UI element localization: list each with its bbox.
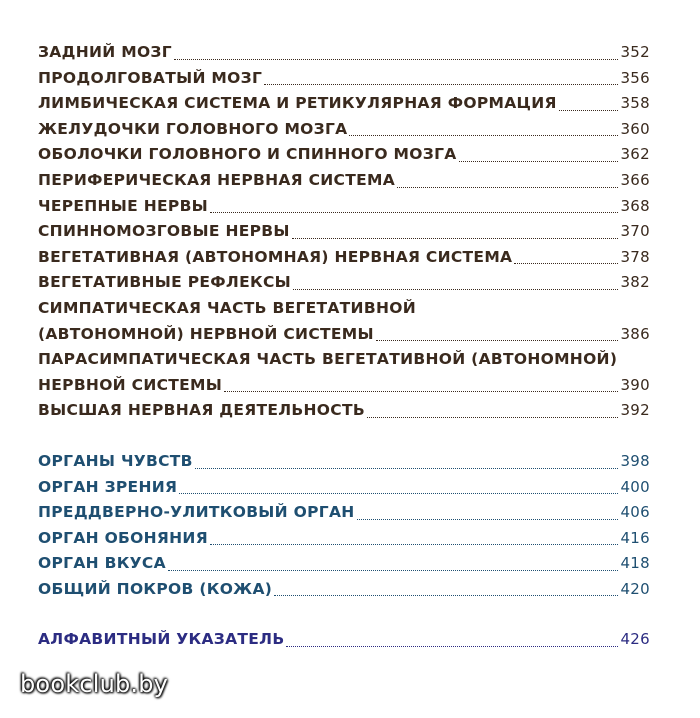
toc-entry[interactable] [38,475,650,501]
toc-entry-title: ЖЕЛУДОЧКИ ГОЛОВНОГО МОЗГА [38,119,348,138]
dot-leader [349,135,618,136]
toc-entry-title: ПЕРИФЕРИЧЕСКАЯ НЕРВНАЯ СИСТЕМА [38,170,396,189]
toc-entry-page: 418 [620,554,650,573]
dot-leader [274,595,618,596]
toc-entry-title: ЗАДНИЙ МОЗГ [38,43,172,61]
toc-entry[interactable] [38,142,650,168]
toc-entry[interactable] [38,398,650,424]
toc-entry-page: 382 [620,273,650,292]
toc-entry[interactable] [38,168,650,194]
dot-leader [397,187,618,188]
toc-entry-title: ОБЩИЙ ПОКРОВ (КОЖА) [38,579,273,598]
dot-leader [376,340,619,341]
toc-entry[interactable] [38,66,650,92]
dot-leader [559,110,619,111]
toc-entry-page: 398 [620,451,650,470]
dot-leader [264,84,618,85]
toc-entry-title: (АВТОНОМНОЙ) НЕРВНОЙ СИСТЕМЫ [38,324,374,343]
toc-entry-title: ЧЕРЕПНЫЕ НЕРВЫ [38,196,209,215]
dot-leader [292,238,619,239]
toc-entry-title: ОРГАН ЗРЕНИЯ [38,477,178,496]
toc-entry[interactable] [38,117,650,143]
toc-entry-multiline[interactable] [38,347,650,398]
toc-entry-page: 368 [620,196,650,215]
toc-entry[interactable] [38,551,650,577]
toc-entry-page: 356 [620,68,650,87]
toc-entry-title: ВЫСШАЯ НЕРВНАЯ ДЕЯТЕЛЬНОСТЬ [38,401,365,420]
toc-entry[interactable] [38,194,650,220]
toc-entry-title: ЛИМБИЧЕСКАЯ СИСТЕМА И РЕТИКУЛЯРНАЯ ФОРМАЦИЯ [38,94,557,113]
toc-entry[interactable] [38,91,650,117]
toc-entry-title: ВЕГЕТАТИВНАЯ (АВТОНОМНАЯ) НЕРВНАЯ СИСТЕМА [38,247,513,266]
toc-entry[interactable] [38,449,650,475]
dot-leader [286,646,618,647]
toc-entry-page: 406 [620,503,650,522]
toc-entry-page: 370 [620,222,650,241]
toc-entry-title-line1: СИМПАТИЧЕСКАЯ ЧАСТЬ ВЕГЕТАТИВНОЙ [38,298,416,317]
toc-entry-page: 420 [620,579,650,598]
toc-entry-title: ПРОДОЛГОВАТЫЙ МОЗГ [38,68,263,87]
toc-entry-title: ОРГАН ВКУСА [38,554,166,573]
toc-entry-title: НЕРВНОЙ СИСТЕМЫ [38,375,223,394]
watermark: bookclub.by [20,670,169,698]
toc-entry-title-line1: ПАРАСИМПАТИЧЕСКАЯ ЧАСТЬ ВЕГЕТАТИВНОЙ (АВТОНОМНОЙ) [38,350,618,369]
toc-entry-title: ПРЕДДВЕРНО-УЛИТКОВЫЙ ОРГАН [38,503,355,522]
section-spacer [38,602,650,627]
toc-entry-title: АЛФАВИТНЫЙ УКАЗАТЕЛЬ [38,630,285,649]
dot-leader [195,468,619,469]
table-of-contents [38,40,650,653]
toc-entry-page: 416 [620,528,650,547]
toc-entry[interactable] [38,245,650,271]
toc-entry-title: СПИННОМОЗГОВЫЕ НЕРВЫ [38,222,290,241]
toc-entry[interactable] [38,526,650,552]
dot-leader [174,59,619,60]
dot-leader [179,493,618,494]
toc-entry-page: 392 [620,401,650,420]
toc-entry[interactable] [38,577,650,603]
toc-entry[interactable] [38,40,650,66]
toc-entry-page: 366 [620,170,650,189]
toc-entry-page: 386 [620,324,650,343]
toc-entry-title: ОРГАН ОБОНЯНИЯ [38,528,208,547]
dot-leader [514,263,618,264]
toc-entry-page: 426 [620,630,650,649]
dot-leader [293,289,618,290]
dot-leader [367,417,619,418]
toc-entry-page: 400 [620,477,650,496]
dot-leader [357,519,619,520]
toc-entry-title: ОБОЛОЧКИ ГОЛОВНОГО И СПИННОГО МОЗГА [38,145,457,164]
dot-leader [224,391,618,392]
toc-entry[interactable] [38,627,650,653]
toc-entry[interactable] [38,270,650,296]
toc-entry-page: 378 [620,247,650,266]
toc-entry-page: 390 [620,375,650,394]
dot-leader [168,570,619,571]
toc-group-sense-organs [38,449,650,603]
toc-entry-page: 352 [620,43,650,61]
toc-entry[interactable] [38,500,650,526]
toc-entry[interactable] [38,219,650,245]
toc-entry-multiline[interactable] [38,296,650,347]
toc-group-nervous-system [38,40,650,424]
dot-leader [459,161,619,162]
toc-entry-page: 362 [620,145,650,164]
toc-group-index [38,627,650,653]
dot-leader [210,544,619,545]
toc-entry-page: 360 [620,119,650,138]
toc-entry-title: ВЕГЕТАТИВНЫЕ РЕФЛЕКСЫ [38,273,291,292]
toc-entry-page: 358 [620,94,650,113]
dot-leader [210,212,618,213]
section-spacer [38,424,650,449]
toc-entry-title: ОРГАНЫ ЧУВСТВ [38,451,193,470]
